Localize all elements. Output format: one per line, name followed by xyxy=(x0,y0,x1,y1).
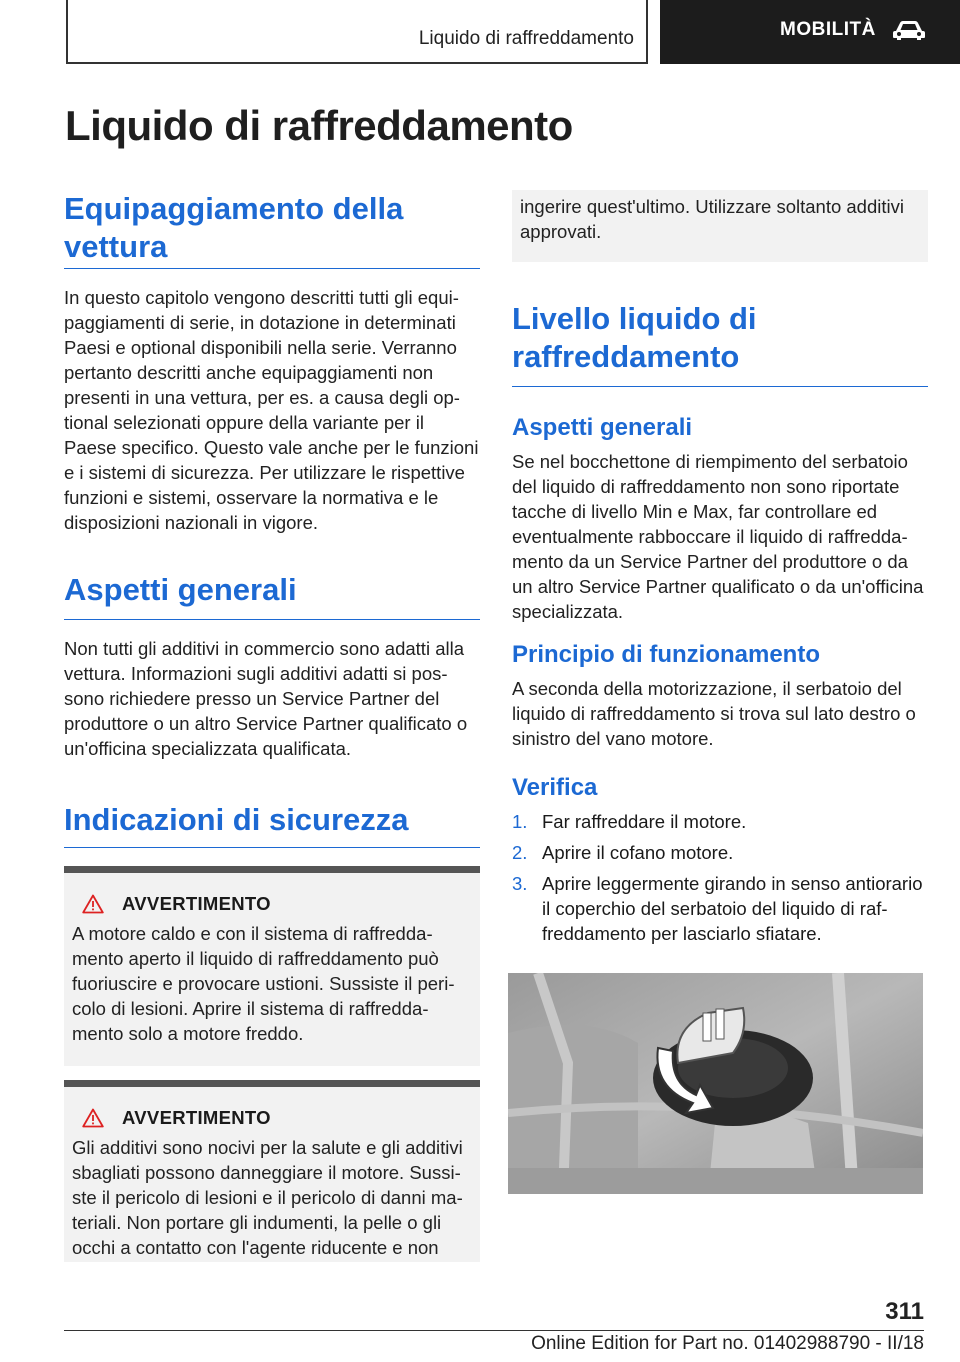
principle-text: A seconda della motorizzazione, il serbatoio del liquido di raffreddamento si trova sul lato destro o sinistro del vano motore. xyxy=(512,678,916,749)
section-rule xyxy=(64,847,480,848)
header-section-box xyxy=(66,0,648,64)
right-column xyxy=(512,190,928,952)
subsection-title-general: Aspetti generali xyxy=(512,414,693,441)
general-text: Non tutti gli additivi in commercio sono adatti alla vettura. Informazioni sugli additivi adatti si possono richiedere presso un Service Partner del produttore o un altro Service Partner qualificato o un'officina specializzata qualificata. xyxy=(64,638,468,759)
section-title-coolant-level: Livello liquido di raffreddamento xyxy=(512,301,757,374)
header-chapter-box xyxy=(660,0,960,64)
warning-text: A motore caldo e con il sistema di raffreddamento aperto il liquido di raffreddamento può fuoriuscire e provocare ustioni. Sussiste il pericolo di lesioni. Aprire il sistema di raffreddamento solo a motore freddo. xyxy=(72,923,455,1044)
warning-triangle-icon xyxy=(82,1108,104,1128)
section-rule xyxy=(512,386,928,387)
list-item: 2. Aprire il cofano motore. xyxy=(512,842,734,863)
footer-edition: Online Edition for Part no. 01402988790 - II/18 xyxy=(531,1333,924,1354)
subsection-title-principle: Principio di funzionamento xyxy=(512,641,820,668)
footer-rule xyxy=(64,1330,924,1331)
warning-continuation: ingerire quest'ultimo. Utilizzare soltanto additivi approvati. xyxy=(512,190,928,262)
section-title-general: Aspetti generali xyxy=(64,572,297,607)
subsection-title-check: Verifica xyxy=(512,774,598,801)
warning-box xyxy=(64,866,480,1066)
section-title-safety: Indicazioni di sicurezza xyxy=(64,802,409,837)
equipment-text: In questo capitolo vengono descritti tutti gli equipaggiamenti di serie, in dotazione in determinati Paesi e optional disponibili nella serie. Verranno pertanto descritti anche equipaggiamenti non presenti in una vettura, per es. a causa degli optional selezionati oppure della variante per il Paese specifico. Questo vale anche per le funzioni e i sistemi di sicurezza. Per utilizzare le rispettive funzioni e sistemi, osservare la normativa e le disposizioni nazionali in vigore. xyxy=(64,287,479,533)
header-chapter-title: MOBILITÀ xyxy=(780,19,876,40)
page-title: Liquido di raffreddamento xyxy=(65,102,573,149)
list-item: 1. Far raffreddare il motore. xyxy=(512,811,747,832)
section-rule xyxy=(64,268,480,269)
coolant-reservoir-photo xyxy=(508,973,923,1194)
warning-header xyxy=(72,1107,472,1129)
warning-header xyxy=(72,893,472,915)
car-icon xyxy=(892,19,926,41)
section-title-equipment: Equipaggiamento della vettura xyxy=(64,191,404,264)
page-number: 311 xyxy=(885,1298,924,1325)
warning-triangle-icon xyxy=(82,894,104,914)
check-steps xyxy=(512,809,928,946)
warning-label: AVVERTIMENTO xyxy=(122,893,271,914)
section-rule xyxy=(64,619,480,620)
warning-box xyxy=(64,1080,480,1262)
left-column xyxy=(64,190,480,1262)
header-section-title: Liquido di raffreddamento xyxy=(418,28,634,49)
warning-label: AVVERTIMENTO xyxy=(122,1107,271,1128)
list-item: 3. Aprire leggermente girando in senso antiorario il coperchio del serbatoio del liquido di raffreddamento per lasciarlo sfiatare. xyxy=(512,873,923,944)
warning-text: Gli additivi sono nocivi per la salute e gli additivi sbagliati possono danneggiare il motore. Sussiste il pericolo di lesioni e il pericolo di danni materiali. Non portare gli indumenti, la pelle o gli occhi a contatto con l'agente riducente e non xyxy=(72,1137,463,1258)
coolant-general-text: Se nel bocchettone di riempimento del serbatoio del liquido di raffreddamento non sono riportate tacche di livello Min e Max, far controllare ed eventualmente rabboccare il liquido di raffreddamento da un Service Partner del produttore o da un altro Service Partner qualificato o da un'officina specializzata. xyxy=(512,451,924,622)
